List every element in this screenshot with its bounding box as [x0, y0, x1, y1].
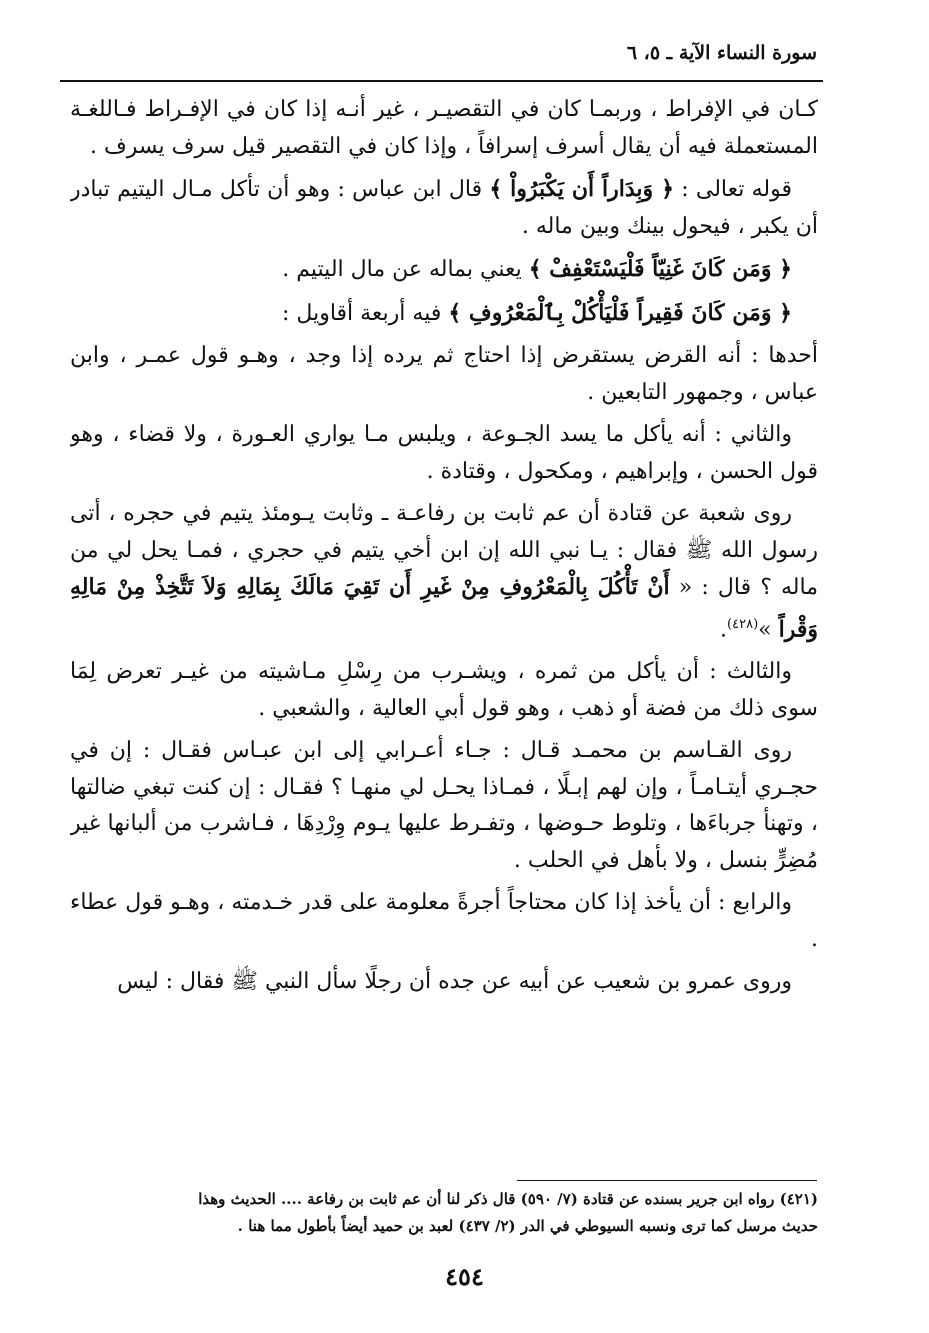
main-text [70, 92, 818, 1164]
paragraph-3: أحدها : أنه القرض يستقرض إذا احتاج ثم يرده إذا وجد ، وهـو قول عمـر ، وابن عباس ، وجمهور التابعين . [70, 343, 818, 405]
paragraph-5-text: روى شعبة عن قتادة أن عم ثابت بن رفاعـة ـ وثابت يـومئذ يتيم في حجره ، أتى رسول الله ﷺ فقال : يـا نبي الله إن ابن أخي يتيم في حجري ، فمـا يحل لي من ماله ؟ قال : « [70, 501, 818, 600]
footnote-rule [517, 1180, 817, 1181]
running-head: سورة النساء الآية ـ ٥، ٦ [626, 42, 817, 64]
verse-line-1 [70, 251, 818, 289]
paragraph-4: والثاني : أنه يأكل ما يسد الجـوعة ، ويلبس مـا يواري العـورة ، ولا قضاء ، وهو قول الحسن ، وإبراهيم ، ومكحول ، وقتادة . [70, 422, 818, 484]
paragraph-8: والرابع : أن يأخذ إذا كان محتاجاً أجرةً معلومة على قدر خـدمته ، وهـو قول عطاء . [70, 890, 818, 952]
paragraph-2-rest: قال ابن عباس : وهو أن تأكل مـال اليتيم تبادر أن يكبر ، فيحول بينك وبين ماله . [70, 177, 818, 239]
footnote-line: حديث مرسل كما ترى ونسبه السيوطي في الدر (٢/ ٤٣٧) لعبد بن حميد أيضاً بأطول مما هنا . [237, 1217, 818, 1235]
paragraph-9: وروى عمرو بن شعيب عن أبيه عن جده أن رجلًا سأل النبي ﷺ فقال : ليس [117, 969, 792, 995]
paragraph-1: كـان في الإفراط ، وربمـا كان في التقصيـر ، غير أنـه إذا كان في الإفـراط فـاللغـة المستعملة فيه أن يقال أسرف إسرافاً ، وإذا كان في التقصير قيل سرف يسرف . [70, 97, 818, 159]
paragraph-7: روى القـاسم بن محمـد قـال : جـاء أعـرابي إلى ابن عبـاس فقـال : إن في حجـري أيتـامـاً ، وإن لهم إبـلًا ، فمـاذا يحـل لي منهـا ؟ فقـال : إن كنت تبغي ضالتها ، وتهنأ جرباءَها ، وتلوط حـوضها ، وتفـرط عليها يـوم وِرْدِهَا ، فـاشرب من ألبانها غير مُضِرٍّ بنسل ، ولا بأهل في الحلب . [70, 738, 818, 873]
quran-quote: ﴿ وَمَن كَانَ فَقِيراً فَلْيَأْكُلْ بِٱلْمَعْرُوفِ ﴾ [448, 299, 792, 326]
header-rule [60, 80, 823, 82]
paragraph-5-dot: . [720, 616, 728, 642]
page-number: ٤٥٤ [445, 1262, 484, 1291]
footnote-reference: (٤٢٨) [727, 616, 759, 632]
footnotes [66, 1186, 818, 1240]
paragraph-2 [70, 171, 818, 245]
hadith-quote: أَنْ تَأْكُلَ بِالْمَعْرُوفِ مِنْ غَيرِ أَن تَقِيَ مَالَكَ بِمَالِهِ وَلاَ تَتَّخِذْ مِنْ مَالِهِ وَقْراً [70, 574, 818, 642]
paragraph-2-lead: قوله تعالى : [673, 177, 792, 202]
footnote-line: (٤٢١) رواه ابن جرير بسنده عن قتادة (٧/ ٥٩٠) قال ذكر لنا أن عم ثابت بن رفاعة .... الحديث وهذا [198, 1190, 818, 1208]
paragraph-5-close: » [758, 616, 779, 642]
verse-line-2 [70, 295, 818, 333]
verse-line-1-rest: يعني بماله عن مال اليتيم . [282, 257, 529, 282]
paragraph-6: والثالث : أن يأكل من ثمره ، ويشـرب من رِسْلِ مـاشيته من غيـر تعرض لِمَا سوى ذلك من فضة أو ذهب ، وهو قول أبي العالية ، والشعبي . [70, 659, 818, 721]
paragraph-5 [70, 496, 818, 648]
verse-line-2-rest: فيه أربعة أقاويل : [282, 300, 449, 326]
quran-quote: ﴿ وَبِدَاراً أَن يَكْبَرُواْ ﴾ [489, 176, 674, 202]
quran-quote: ﴿ وَمَن كَانَ غَنِيّاً فَلْيَسْتَعْفِفْ ﴾ [528, 256, 792, 282]
